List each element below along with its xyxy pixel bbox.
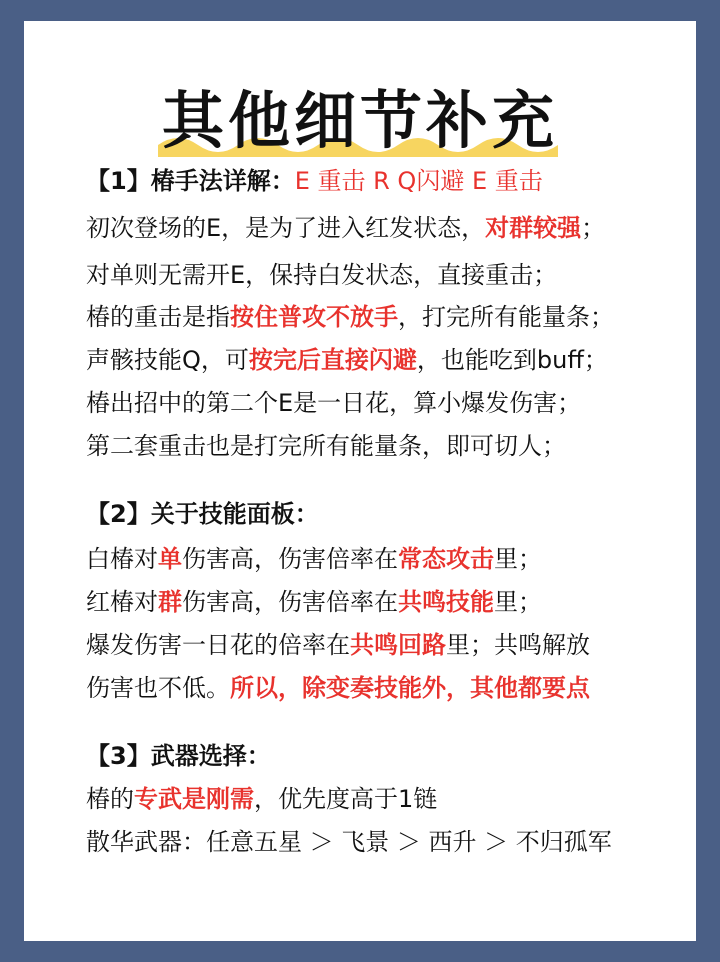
section3-line-1 [86,781,437,817]
text: 椿的重击是指 [86,303,230,331]
emphasis: 所以，除变奏技能外，其他都要点 [230,674,590,702]
text: 对单则无需开E，保持白发状态，直接重击； [86,261,558,289]
emphasis: 专武是刚需 [134,785,254,813]
emphasis: 对群较强 [485,214,582,242]
section1-line-5 [86,385,581,421]
text: 里； [494,545,542,573]
text: ； [581,214,606,242]
text: ，打完所有能量条； [398,303,614,331]
section3-heading-line [86,738,271,774]
text: 散华武器：任意五星 ＞ 飞景 ＞ 西升 ＞ 不归孤军 [86,828,612,856]
section2-heading-line [86,496,319,532]
section1-line-6 [86,428,566,464]
emphasis: 单 [158,545,182,573]
emphasis: 共鸣回路 [350,631,446,659]
text: 第二套重击也是打完所有能量条，即可切人； [86,432,566,460]
section3-line-2 [86,824,612,860]
emphasis: 共鸣技能 [398,588,494,616]
section1-line-3 [86,299,614,335]
section1-heading: 【1】椿手法详解： [86,167,295,195]
section2-line-4 [86,670,590,706]
text: ，优先度高于1链 [254,785,438,813]
section3-heading: 【3】武器选择： [86,742,271,770]
section1-line-2 [86,257,557,293]
text: 伤害高，伤害倍率在 [182,588,398,616]
text: 椿的 [86,785,134,813]
text: 椿出招中的第二个E是一日花，算小爆发伤害； [86,389,582,417]
section2-line-1 [86,541,542,577]
article-body [24,21,696,941]
emphasis: 群 [158,588,182,616]
text: 里；共鸣解放 [446,631,590,659]
text: 里； [494,588,542,616]
text: ，也能吃到buff； [416,346,608,374]
text: 爆发伤害一日花的倍率在 [86,631,350,659]
combo-sequence: E 重击 R Q闪避 E 重击 [294,167,543,195]
text: 红椿对 [86,588,158,616]
section1-line-4 [86,342,608,378]
text: 初次登场的E，是为了进入红发状态， [86,214,486,242]
page-title-text: 其他细节补充 [161,84,558,157]
emphasis: 按完后直接闪避 [248,346,417,374]
section1-heading-line [86,163,543,199]
content-card [24,21,696,941]
section2-line-3 [86,627,590,663]
text: 白椿对 [86,545,158,573]
section1-line-1 [86,210,605,246]
text: 伤害高，伤害倍率在 [182,545,398,573]
emphasis: 常态攻击 [398,545,494,573]
page-title [162,81,558,161]
section2-heading: 【2】关于技能面板： [86,500,319,528]
emphasis: 按住普攻不放手 [230,303,398,331]
section2-line-2 [86,584,542,620]
text: 伤害也不低。 [86,674,230,702]
text: 声骸技能Q，可 [86,346,249,374]
